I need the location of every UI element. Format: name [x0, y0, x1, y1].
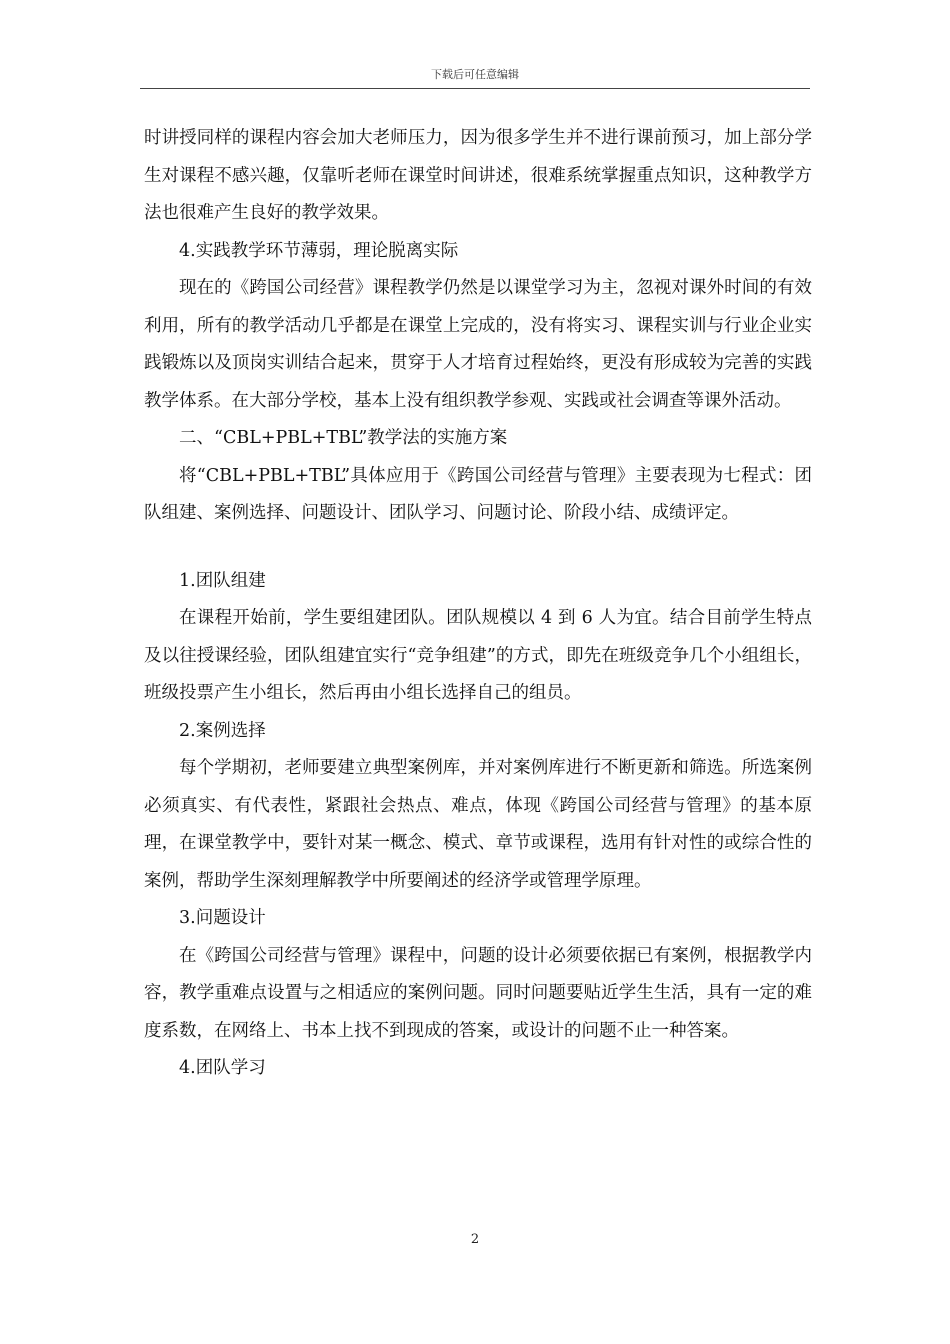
page-number: 2: [470, 1232, 480, 1247]
paragraph-continuation: 时讲授同样的课程内容会加大老师压力，因为很多学生并不进行课前预习，加上部分学生对课程不感兴趣，仅靠听老师在课堂时间讲述，很难系统掌握重点知识，这种教学方法也很难产生良好的教学效果。: [144, 128, 812, 223]
paragraph-gap: [144, 533, 812, 563]
section-heading-case: 2.案例选择: [179, 720, 266, 741]
page-header: 下载后可任意编辑: [431, 68, 519, 81]
section-heading-practice: 4.实践教学环节薄弱，理论脱离实际: [179, 240, 459, 261]
document-body: [144, 120, 812, 1088]
section-heading-team-learning: 4.团队学习: [179, 1058, 266, 1078]
section-heading-team: 1.团队组建: [179, 570, 266, 591]
paragraph-case: 每个学期初，老师要建立典型案例库，并对案例库进行不断更新和筛选。所选案例必须真实、有代表性，紧跟社会热点、难点，体现《跨国公司经营与管理》的基本原理，在课堂教学中，要针对某一概念、模式、章节或课程，选用有针对性的或综合性的案例，帮助学生深刻理解教学中所要阐述的经济学或管理学原理。: [144, 758, 812, 891]
header-rule: [140, 88, 810, 89]
section-heading-question: 3.问题设计: [179, 908, 266, 928]
section-heading-implementation: 二、“CBL+PBL+TBL”教学法的实施方案: [179, 428, 508, 448]
paragraph-implementation: 将“CBL+PBL+TBL”具体应用于《跨国公司经营与管理》主要表现为七程式：团队组建、案例选择、问题设计、团队学习、问题讨论、阶段小结、成绩评定。: [144, 465, 812, 523]
paragraph-team: 在课程开始前，学生要组建团队。团队规模以 4 到 6 人为宜。结合目前学生特点及以往授课经验，团队组建宜实行“竞争组建”的方式，即先在班级竞争几个小组组长，班级投票产生小组长，然后再由小组长选择自己的组员。: [144, 608, 812, 703]
paragraph-question: 在《跨国公司经营与管理》课程中，问题的设计必须要依据已有案例，根据教学内容，教学重难点设置与之相适应的案例问题。同时问题要贴近学生生活，具有一定的难度系数，在网络上、书本上找不到现成的答案，或设计的问题不止一种答案。: [144, 945, 812, 1041]
paragraph-practice: 现在的《跨国公司经营》课程教学仍然是以课堂学习为主，忽视对课外时间的有效利用，所有的教学活动几乎都是在课堂上完成的，没有将实习、课程实训与行业企业实践锻炼以及顶岗实训结合起来，贯穿于人才培育过程始终，更没有形成较为完善的实践教学体系。在大部分学校，基本上没有组织教学参观、实践或社会调查等课外活动。: [144, 278, 812, 411]
